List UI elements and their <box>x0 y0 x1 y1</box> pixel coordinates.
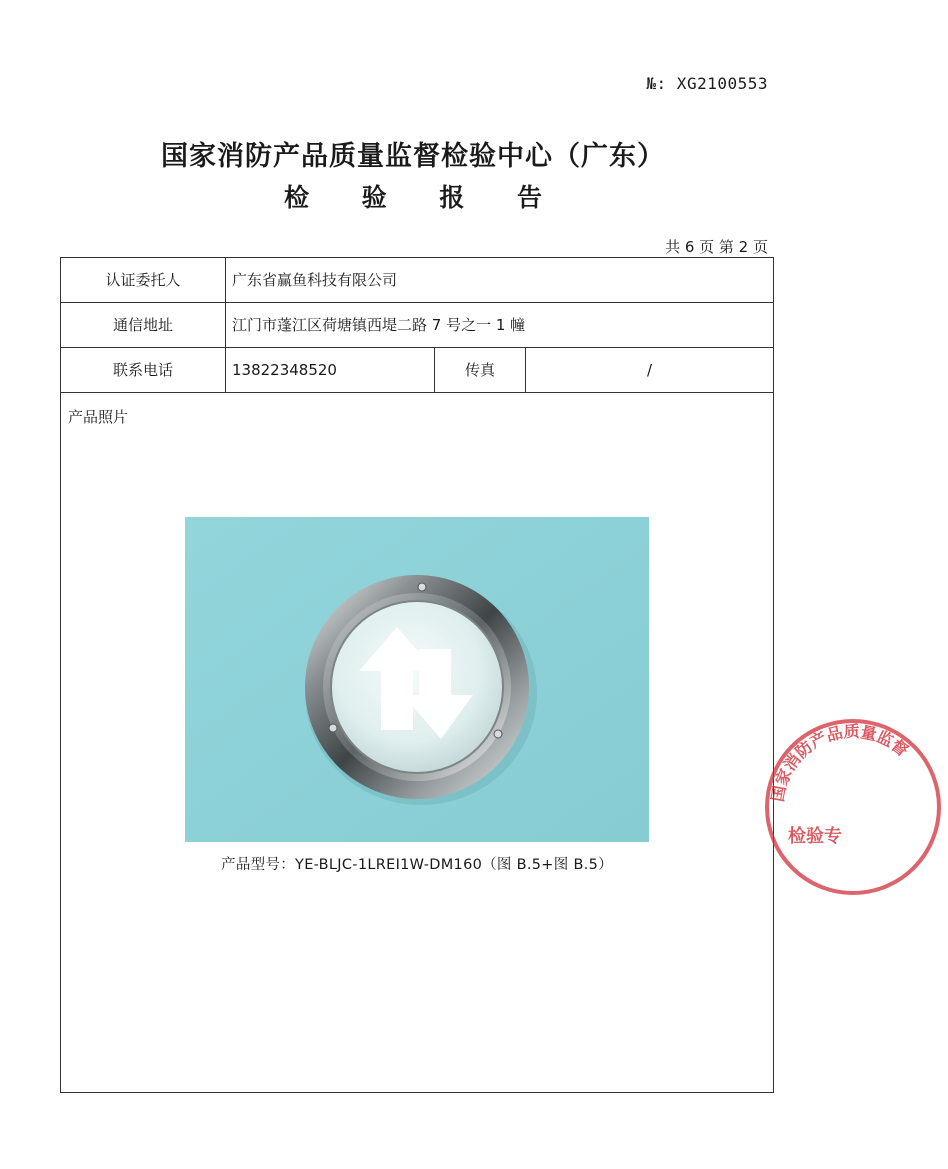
product-model-caption: 产品型号：YE-BLJC-1LREⅠ1W-DM160（图 B.5+图 B.5） <box>221 857 613 873</box>
client-row <box>61 258 773 303</box>
product-photo <box>185 517 649 842</box>
report-number: №: XG2100553 <box>646 74 768 93</box>
phone-row <box>61 348 773 393</box>
report-title: 国家消防产品质量监督检验中心（广东） <box>161 141 665 172</box>
report-subtitle: 检 验 报 告 <box>283 183 565 212</box>
page-info: 共 6 页 第 2 页 <box>665 238 768 256</box>
svg-text:国家消防产品质量监督: 国家消防产品质量监督 <box>767 721 912 804</box>
address-row <box>61 303 773 348</box>
product-photo-label: 产品照片 <box>68 408 129 426</box>
address-value: 江门市蓬江区荷塘镇西堤二路 7 号之一 1 幢 <box>232 316 526 334</box>
report-frame <box>60 257 774 1093</box>
phone-label: 联系电话 <box>61 348 226 392</box>
address-label: 通信地址 <box>61 303 226 347</box>
client-value: 广东省赢鱼科技有限公司 <box>232 271 398 289</box>
fax-value: / <box>646 361 653 379</box>
client-label: 认证委托人 <box>61 258 226 302</box>
phone-value: 13822348520 <box>232 361 337 379</box>
svg-text:检验专: 检验专 <box>788 826 842 847</box>
fax-label: 传真 <box>434 348 526 392</box>
inspection-seal <box>758 712 948 902</box>
